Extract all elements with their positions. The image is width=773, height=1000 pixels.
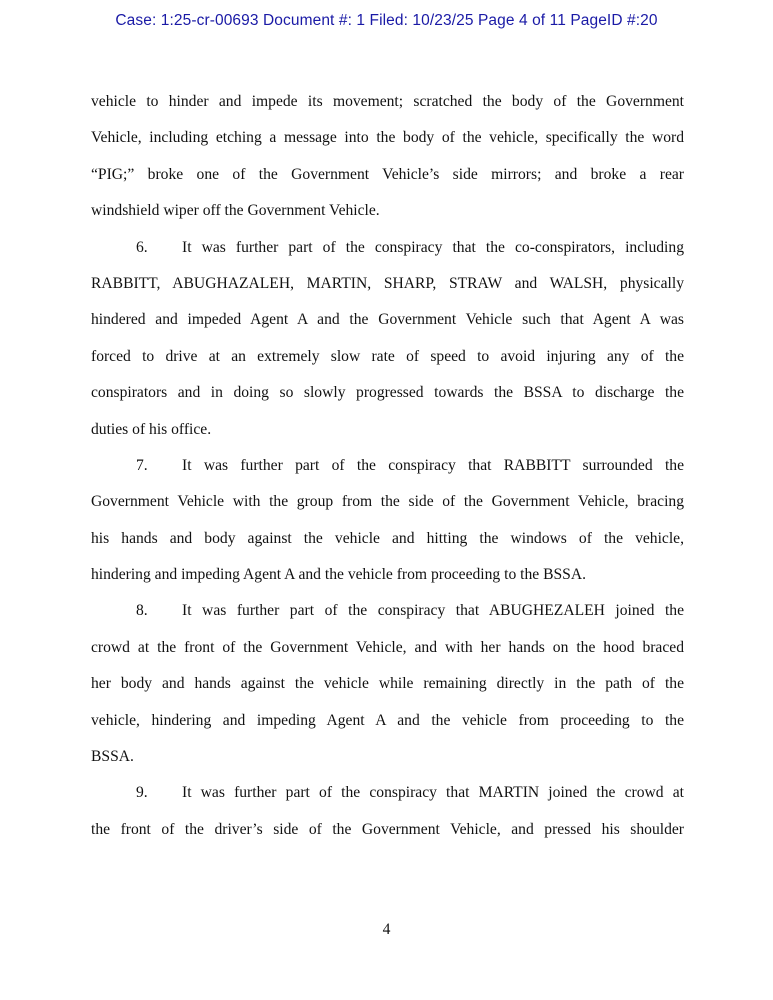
text-line: BSSA.: [91, 748, 134, 766]
text-line-content: It was further part of the conspiracy that RABBITT surrounded the: [182, 456, 684, 474]
paragraph-number: 6.: [136, 238, 148, 256]
text-line-content: It was further part of the conspiracy that MARTIN joined the crowd at: [182, 784, 684, 802]
case-header: Case: 1:25-cr-00693 Document #: 1 Filed: 10/23/25 Page 4 of 11 PageID #:20: [115, 12, 658, 29]
text-line: hindering and impeding Agent A and the vehicle from proceeding to the BSSA.: [91, 566, 587, 584]
continuation-paragraph: [91, 84, 684, 230]
text-line: duties of his office.: [91, 420, 212, 438]
paragraph-number: 9.: [136, 784, 148, 802]
text-line: [91, 593, 684, 629]
text-line: “PIG;” broke one of the Government Vehicle’s side mirrors; and broke a rear: [91, 165, 684, 183]
text-line: crowd at the front of the Government Vehicle, and with her hands on the hood braced: [91, 638, 684, 656]
text-line: hindered and impeded Agent A and the Government Vehicle such that Agent A was: [91, 311, 684, 329]
document-body: [91, 84, 684, 848]
text-line: Vehicle, including etching a message into the body of the vehicle, specifically the word: [91, 129, 684, 147]
text-line-content: It was further part of the conspiracy that ABUGHEZALEH joined the: [182, 602, 684, 620]
paragraph-number: 7.: [136, 456, 148, 474]
paragraph-9: [91, 775, 684, 848]
page-number: 4: [382, 921, 391, 938]
text-line: the front of the driver’s side of the Government Vehicle, and pressed his shoulder: [91, 820, 684, 838]
text-line: her body and hands against the vehicle while remaining directly in the path of the: [91, 675, 684, 693]
text-line-content: It was further part of the conspiracy that the co-conspirators, including: [182, 238, 684, 256]
text-line: [91, 448, 684, 484]
text-line: conspirators and in doing so slowly progressed towards the BSSA to discharge the: [91, 384, 684, 402]
text-line: RABBITT, ABUGHAZALEH, MARTIN, SHARP, STRAW and WALSH, physically: [91, 274, 684, 292]
text-line: forced to drive at an extremely slow rate of speed to avoid injuring any of the: [91, 347, 684, 365]
text-line: vehicle, hindering and impeding Agent A and the vehicle from proceeding to the: [91, 711, 684, 729]
paragraph-7: [91, 448, 684, 594]
text-line: his hands and body against the vehicle and hitting the windows of the vehicle,: [91, 529, 684, 547]
text-line: vehicle to hinder and impede its movement; scratched the body of the Government: [91, 93, 684, 110]
text-line: windshield wiper off the Government Vehicle.: [91, 202, 380, 220]
paragraph-number: 8.: [136, 602, 148, 620]
text-line: Government Vehicle with the group from the side of the Government Vehicle, bracing: [91, 493, 684, 511]
paragraph-6: [91, 230, 684, 448]
paragraph-8: [91, 593, 684, 775]
text-line: [91, 230, 684, 266]
text-line: [91, 775, 684, 811]
